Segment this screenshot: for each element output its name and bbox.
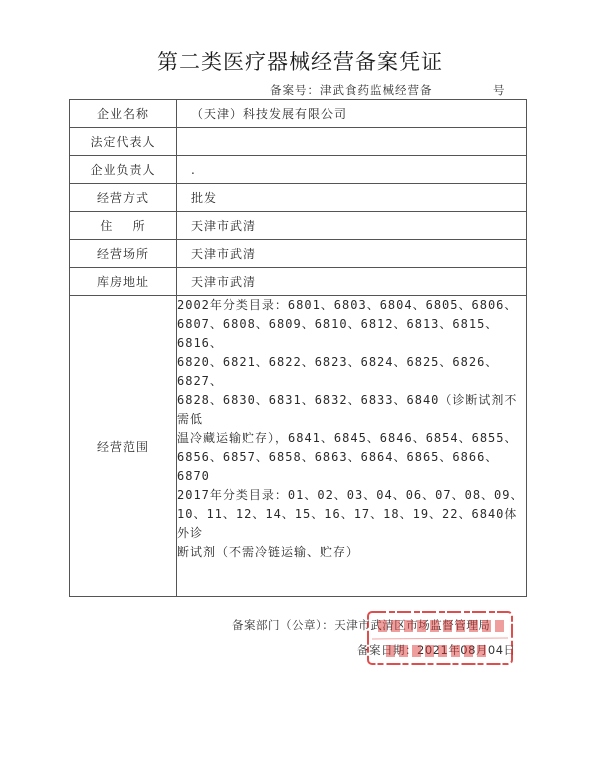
table-row [70,100,527,128]
field-value-business-premises: 天津市武清 [177,240,527,268]
field-value-company-name: （天津）科技发展有限公司 [177,100,527,128]
certificate-table [69,99,527,597]
field-value-business-mode: 批发 [177,184,527,212]
field-label-business-mode: 经营方式 [70,184,177,212]
filing-department: 备案部门（公章）：天津市武清区市场监督管理局 [232,618,491,632]
field-value-warehouse: 天津市武清 [177,268,527,296]
field-label-scope: 经营范围 [70,296,177,597]
table-row [70,296,527,597]
filing-date: 备案日期：2021年08月04日 [357,643,516,657]
field-value-legal-rep [177,128,527,156]
field-label-company-name: 企业名称 [70,100,177,128]
field-label-residence: 住 所 [70,212,177,240]
field-label-principal: 企业负责人 [70,156,177,184]
table-row [70,240,527,268]
table-row [70,268,527,296]
table-row [70,212,527,240]
field-label-warehouse: 库房地址 [70,268,177,296]
record-number: 备案号：津武食药监械经营备 号 [270,83,506,97]
field-label-business-premises: 经营场所 [70,240,177,268]
field-value-principal: . [177,156,527,184]
field-value-residence: 天津市武清 [177,212,527,240]
field-value-scope: 2002年分类目录：6801、6803、6804、6805、6806、 6807、6808、6809、6810、6812、6813、6815、6816、 6820、6821、6822、6823、6824、6825、6826、6827、 6828、6830、6831、6832、6833、6840（诊断试剂不需低 温冷藏运输贮存），6841、6845、6846、6854、6855、 6856、6857、6858、6863、6864、6865、6866、6870 2017年分类目录：01、02、03、04、06、07、08、09、 10、11、12、14、15、16、17、18、19、22、6840体外诊 断试剂（不需冷链运输、贮存） [177,296,527,597]
document-title: 第二类医疗器械经营备案凭证 [157,50,443,74]
field-label-legal-rep: 法定代表人 [70,128,177,156]
table-row [70,184,527,212]
table-row [70,156,527,184]
table-row [70,128,527,156]
